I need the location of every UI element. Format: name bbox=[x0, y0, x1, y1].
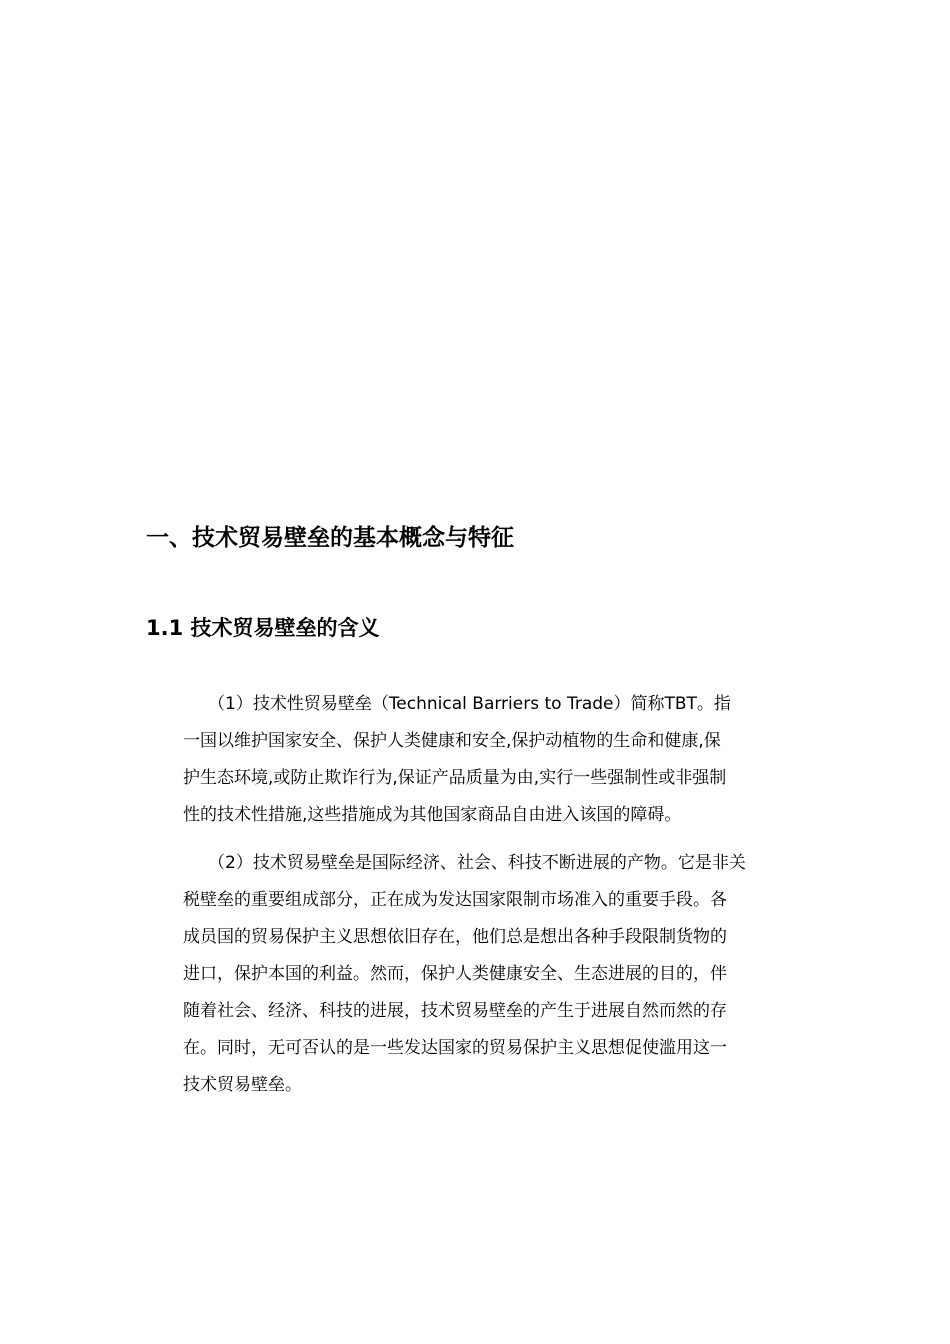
paragraph-line: 在。同时，无可否认的是一些发达国家的贸易保护主义思想促使滥用这一 bbox=[183, 1038, 727, 1058]
paragraph-line: 一国以维护国家安全、保护人类健康和安全,保护动植物的生命和健康,保 bbox=[183, 731, 721, 751]
paragraph-line: （1）技术性贸易壁垒（Technical Barriers to Trade）简称TBT。指 bbox=[208, 694, 731, 714]
paragraph-line: 税壁垒的重要组成部分，正在成为发达国家限制市场准入的重要手段。各 bbox=[183, 890, 727, 910]
paragraph-line: 成员国的贸易保护主义思想依旧存在，他们总是想出各种手段限制货物的 bbox=[183, 927, 727, 947]
paragraph-line: 性的技术性措施,这些措施成为其他国家商品自由进入该国的障碍。 bbox=[183, 805, 682, 825]
paragraph-2 bbox=[183, 845, 808, 1104]
paragraph-line: 护生态环境,或防止欺诈行为,保证产品质量为由,实行一些强制性或非强制 bbox=[183, 768, 727, 788]
paragraph-line: （2）技术贸易壁垒是国际经济、社会、科技不断进展的产物。它是非关 bbox=[208, 853, 746, 873]
paragraph-line: 技术贸易壁垒。 bbox=[183, 1075, 302, 1095]
section-heading: 一、技术贸易壁垒的基本概念与特征 bbox=[146, 525, 514, 551]
paragraph-line: 进口，保护本国的利益。然而，保护人类健康安全、生态进展的目的，伴 bbox=[183, 964, 727, 984]
subsection-heading: 1.1 技术贸易壁垒的含义 bbox=[146, 616, 380, 640]
paragraph-1 bbox=[183, 686, 808, 834]
paragraph-line: 随着社会、经济、科技的进展，技术贸易壁垒的产生于进展自然而然的存 bbox=[183, 1001, 727, 1021]
